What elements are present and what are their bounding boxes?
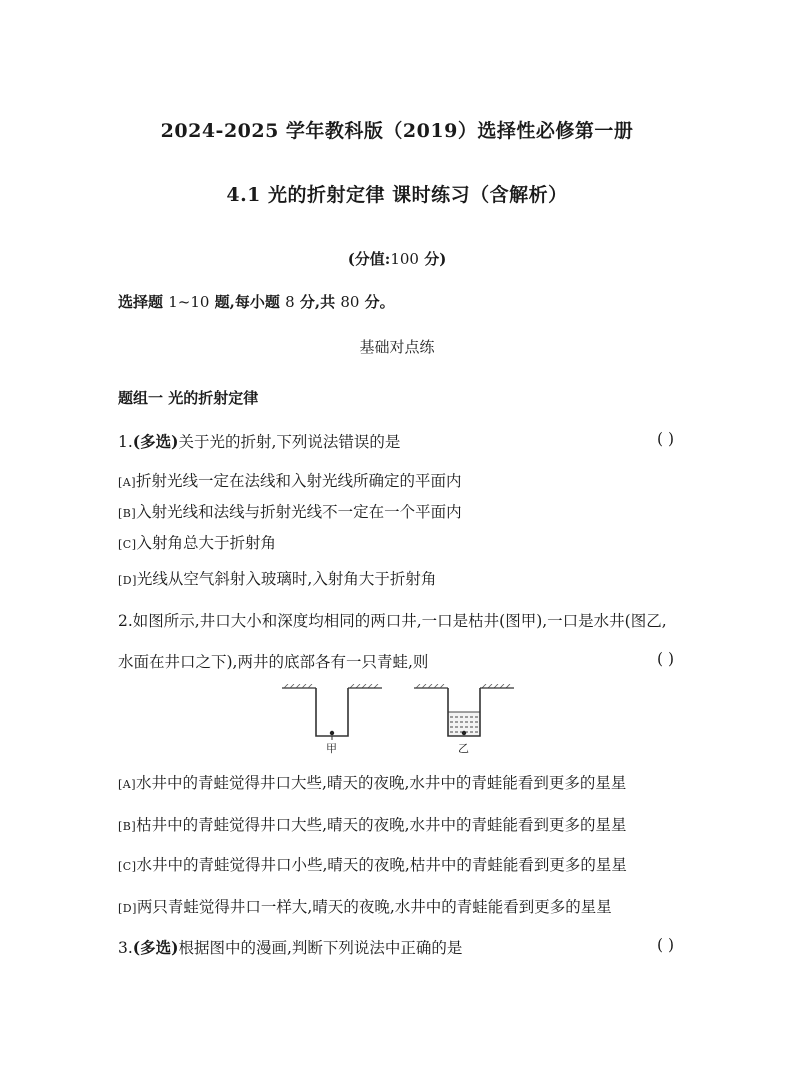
question-2-option-d: [D]两只青蛙觉得井口一样大,晴天的夜晚,水井中的青蛙能看到更多的星星	[118, 898, 612, 916]
question-1-stem: 1.(多选)关于光的折射,下列说法错误的是	[118, 432, 401, 451]
question-2-option-b: [B]枯井中的青蛙觉得井口大些,晴天的夜晚,水井中的青蛙能看到更多的星星	[118, 816, 627, 834]
document-title-line2: 4.1 光的折射定律 课时练习（含解析）	[226, 184, 568, 206]
score-line: (分值:100 分)	[347, 250, 447, 268]
question-1-option-c: [C]入射角总大于折射角	[118, 534, 277, 552]
instructions-line: 选择题 1~10 题,每小题 8 分,共 80 分。	[118, 293, 395, 311]
frog-dot-left	[330, 731, 334, 735]
figure-label-yi: 乙	[458, 742, 469, 755]
figure-label-jia: 甲	[326, 742, 337, 755]
question-1-option-a: [A]折射光线一定在法线和入射光线所确定的平面内	[118, 472, 462, 490]
question-2-option-a: [A]水井中的青蛙觉得井口大些,晴天的夜晚,水井中的青蛙能看到更多的星星	[118, 774, 627, 792]
water-well	[414, 684, 514, 736]
question-3-stem: 3.(多选)根据图中的漫画,判断下列说法中正确的是	[118, 938, 463, 957]
section-title: 基础对点练	[359, 338, 435, 356]
question-2-stem-line2: 水面在井口之下),两井的底部各有一只青蛙,则	[118, 653, 429, 671]
wells-figure	[276, 684, 516, 756]
group-title: 题组一 光的折射定律	[118, 389, 259, 407]
frog-dot-right	[462, 731, 466, 735]
answer-bracket-2: ( )	[656, 650, 674, 668]
answer-bracket-3: ( )	[656, 936, 674, 954]
question-2-option-c: [C]水井中的青蛙觉得井口小些,晴天的夜晚,枯井中的青蛙能看到更多的星星	[118, 856, 627, 874]
question-1-option-b: [B]入射光线和法线与折射光线不一定在一个平面内	[118, 503, 462, 521]
question-2-stem-line1: 2.如图所示,井口大小和深度均相同的两口井,一口是枯井(图甲),一口是水井(图乙,	[118, 612, 667, 630]
dry-well	[282, 684, 382, 740]
answer-bracket-1: ( )	[656, 430, 674, 448]
document-title-line1: 2024-2025 学年教科版（2019）选择性必修第一册	[160, 120, 634, 142]
question-1-option-d: [D]光线从空气斜射入玻璃时,入射角大于折射角	[118, 570, 437, 588]
